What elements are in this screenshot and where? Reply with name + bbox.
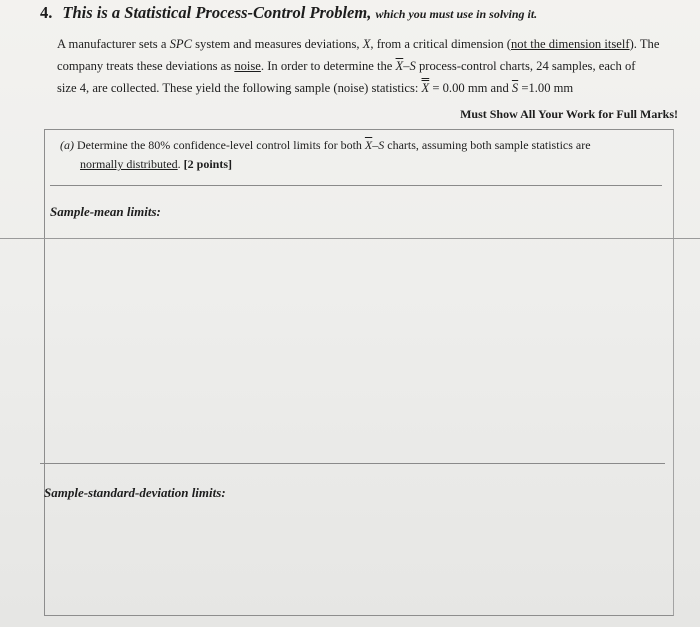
- part-a-line-1: [60, 136, 660, 155]
- sample-sd-label: Sample-standard-deviation limits:: [44, 485, 226, 500]
- xdoublebar-symbol: X: [421, 81, 430, 95]
- text: . In order to determine the: [260, 59, 396, 73]
- part-a-label: (a): [60, 138, 74, 152]
- text: Determine the 80% confidence-level control limits for both: [74, 138, 365, 152]
- statement-line-1: [57, 33, 687, 55]
- answer-box: [44, 129, 674, 616]
- statement-line-2: [57, 55, 687, 77]
- spc-term: SPC: [169, 37, 192, 51]
- divider-page-fold: [0, 238, 700, 239]
- statement-line-3: [57, 77, 687, 99]
- underlined-normally-distributed: normally distributed: [80, 157, 178, 171]
- dash: –: [372, 138, 379, 152]
- question-number: 4.: [40, 3, 53, 22]
- s-symbol: S: [409, 59, 416, 73]
- sample-mean-label: Sample-mean limits:: [50, 204, 161, 219]
- points-value: [2 points]: [183, 157, 232, 171]
- underlined-note: not the dimension itself: [510, 37, 630, 51]
- s-symbol: S: [378, 138, 385, 152]
- text: ). The: [629, 37, 660, 51]
- underlined-noise: noise: [234, 59, 261, 73]
- question-subtitle: which you must use in solving it.: [375, 7, 538, 21]
- must-show-work-note: Must Show All Your Work for Full Marks!: [460, 107, 678, 121]
- text: company treats these deviations as: [57, 59, 235, 73]
- problem-statement: [57, 33, 687, 99]
- sbar-symbol: $\overline{S}$: [511, 81, 519, 95]
- xbar-symbol: $\overline{X}$: [395, 59, 404, 73]
- divider-sample-sd: [40, 463, 665, 464]
- text: , from a critical dimension (: [370, 37, 511, 51]
- text: process-control charts, 24 samples, each of: [415, 59, 636, 73]
- question-header: [40, 3, 537, 23]
- part-a-prompt: [60, 136, 660, 174]
- xdoublebar-value: = 0.00 mm and: [429, 81, 512, 95]
- part-a-line-2: [60, 155, 660, 174]
- question-title: This is a Statistical Process-Control Problem,: [62, 3, 372, 22]
- text: charts, assuming both sample statistics are: [384, 138, 591, 152]
- text: A manufacturer sets a: [57, 37, 170, 51]
- sbar-value: =1.00 mm: [518, 81, 574, 95]
- text: .: [177, 157, 184, 171]
- text: system and measures deviations,: [192, 37, 363, 51]
- variable-x: X: [362, 37, 371, 51]
- dash: –: [403, 59, 410, 73]
- text: size 4, are collected. These yield the following sample (noise) statistics:: [57, 81, 422, 95]
- xbar-symbol: $\overline{X}$: [364, 138, 373, 152]
- divider-part-a: [50, 185, 662, 186]
